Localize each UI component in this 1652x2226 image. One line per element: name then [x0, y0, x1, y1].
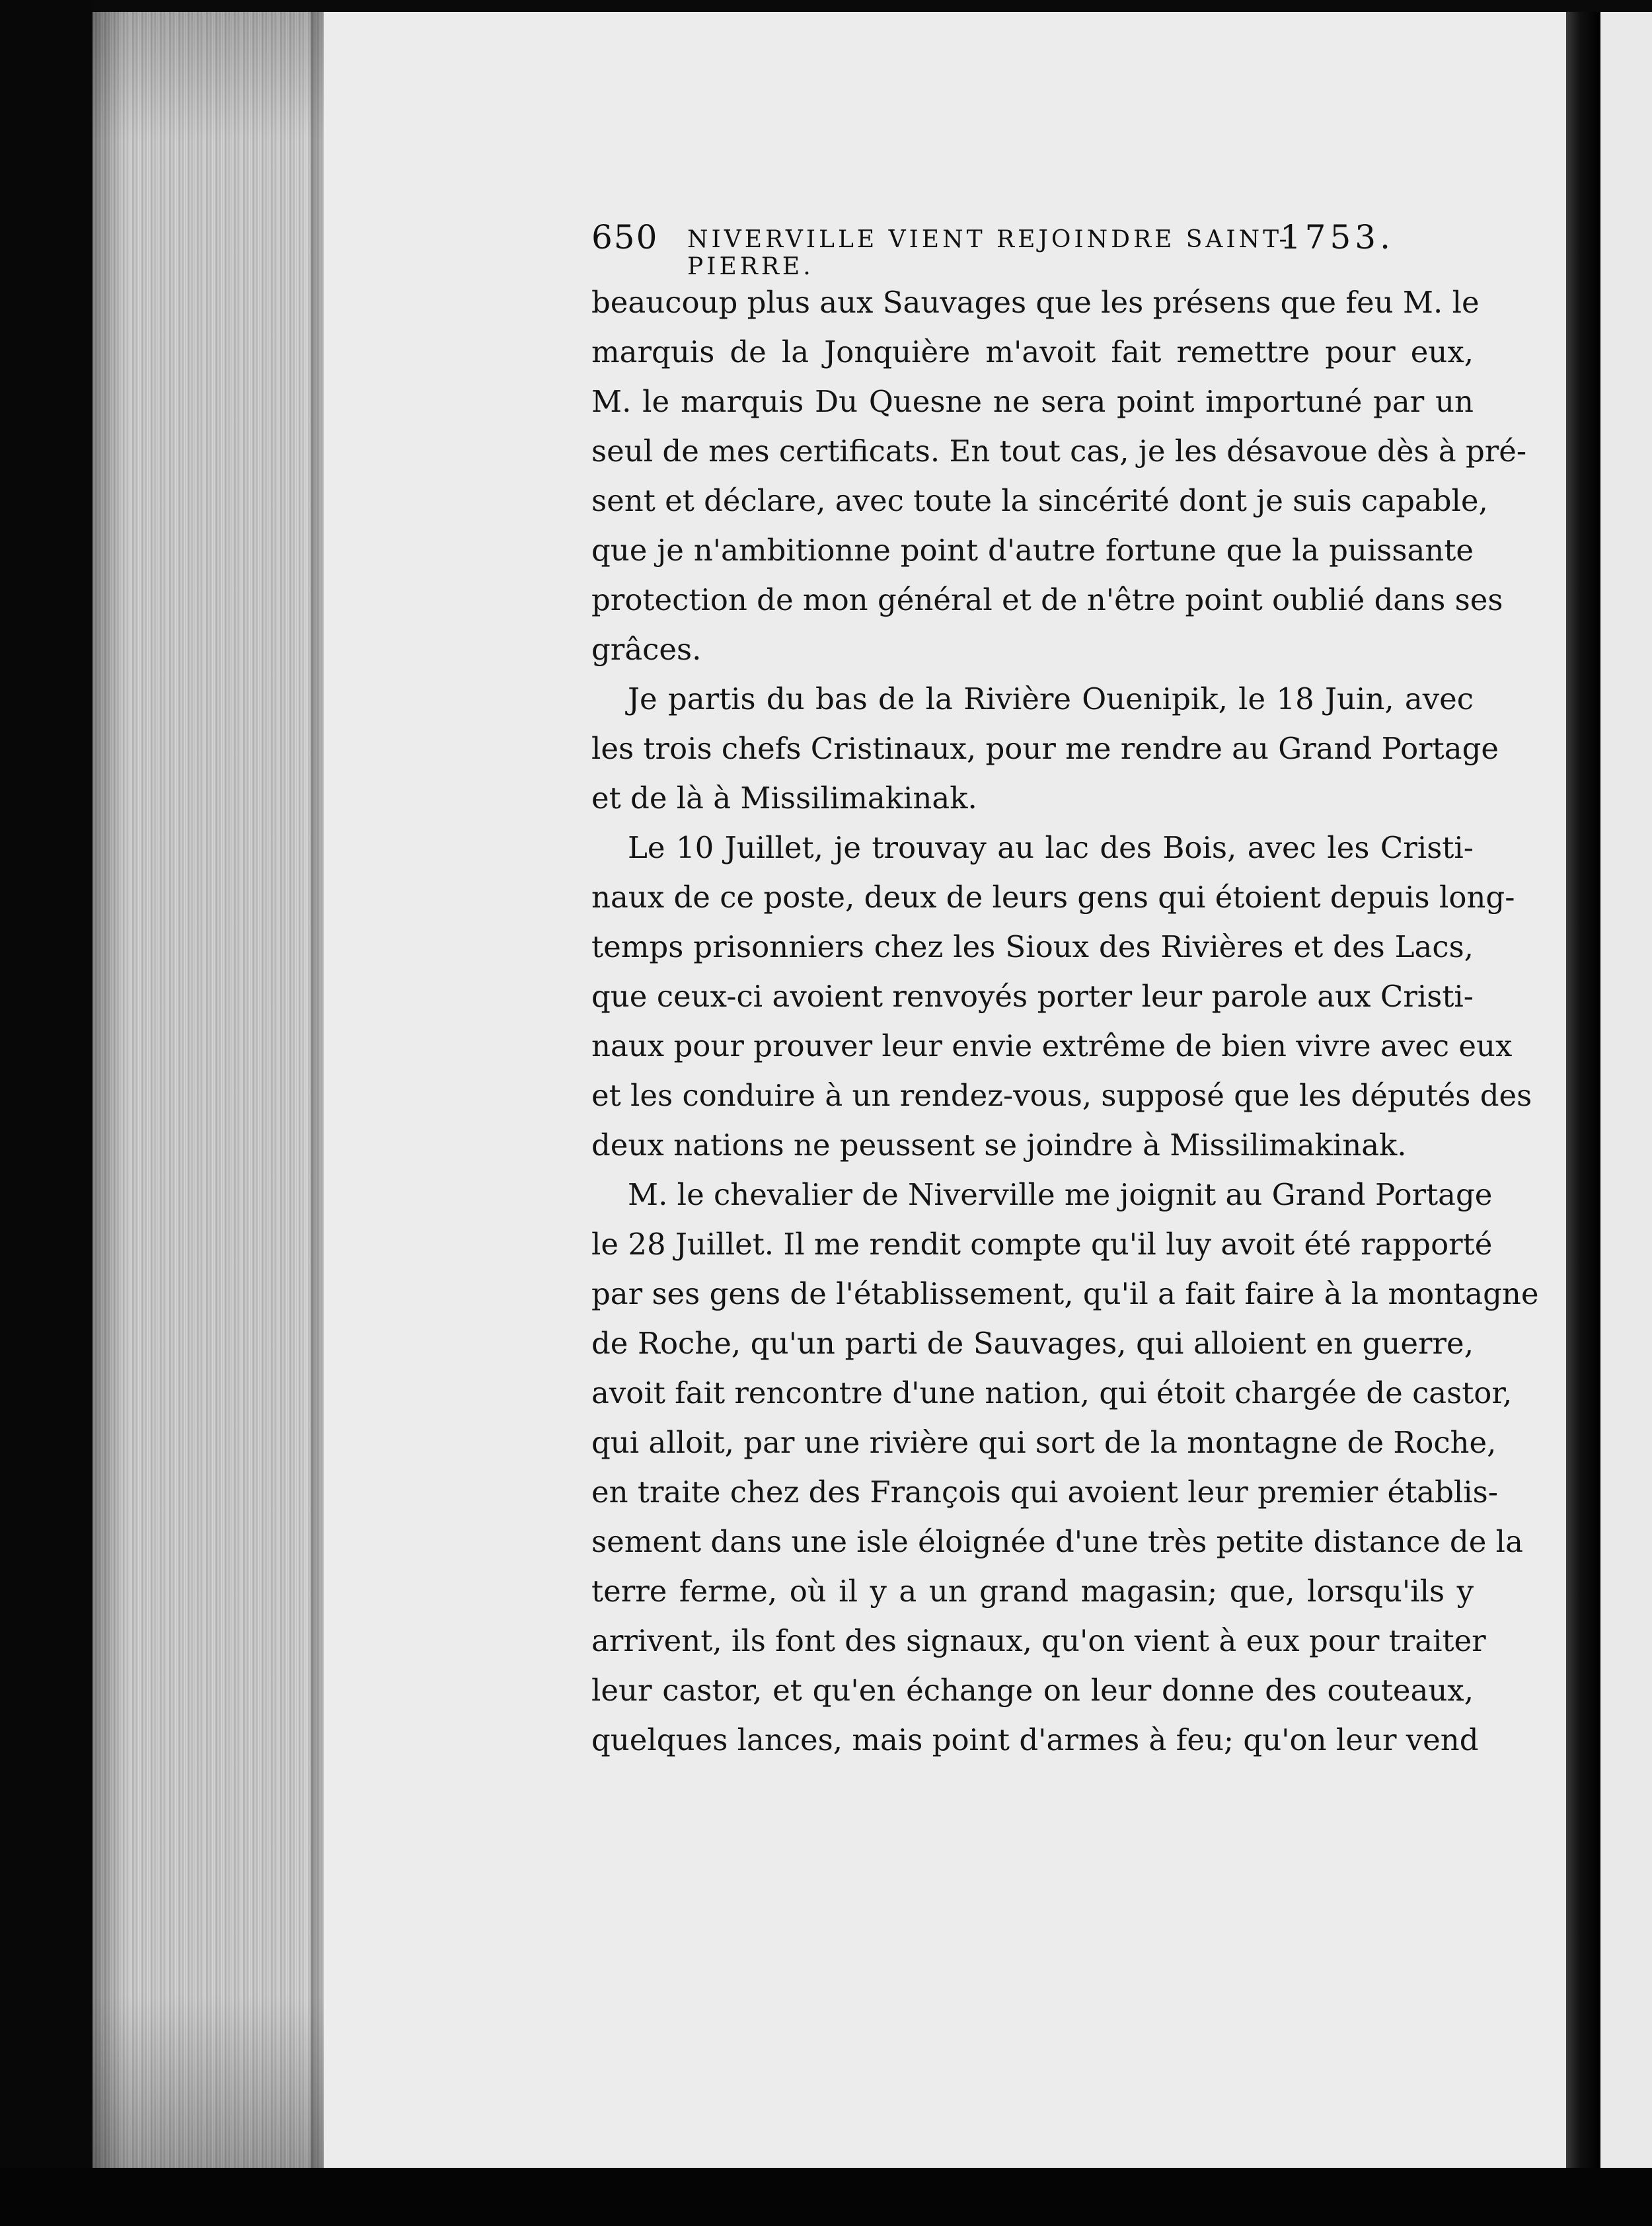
- scan-border-bottom: [0, 2168, 1652, 2226]
- text-line: et de là à Missilimakinak.: [591, 781, 977, 816]
- scan-border-top: [0, 0, 1652, 12]
- text-line: terre ferme, où il y a un grand magasin; que, lorsqu'ils y: [591, 1574, 1474, 1609]
- text-line: deux nations ne peussent se joindre à Missilimakinak.: [591, 1128, 1407, 1163]
- text-line: en traite chez des François qui avoient leur premier établis-: [591, 1475, 1498, 1510]
- text-line: naux de ce poste, deux de leurs gens qui étoient depuis long-: [591, 880, 1515, 915]
- text-line: sent et déclare, avec toute la sincérité dont je suis capable,: [591, 483, 1488, 518]
- paragraph-start-line: Le 10 Juillet, je trouvay au lac des Bois, avec les Cristi-: [628, 830, 1474, 865]
- adjacent-page-sliver: [1600, 12, 1652, 2168]
- text-line: de Roche, qu'un parti de Sauvages, qui alloient en guerre,: [591, 1326, 1474, 1361]
- text-line: et les conduire à un rendez-vous, supposé que les députés des: [591, 1078, 1532, 1113]
- text-line: naux pour prouver leur envie extrême de bien vivre avec eux: [591, 1028, 1513, 1063]
- scan-border-left: [0, 0, 93, 2226]
- text-line: quelques lances, mais point d'armes à feu; qu'on leur vend: [591, 1722, 1479, 1757]
- right-page-edge: [1566, 12, 1600, 2168]
- running-title: NIVERVILLE VIENT REJOINDRE SAINT-PIERRE.: [687, 226, 1291, 280]
- paragraph-start-line: M. le chevalier de Niverville me joignit au Grand Portage: [628, 1177, 1493, 1212]
- text-line: grâces.: [591, 632, 702, 667]
- book-page-edges: [93, 12, 324, 2168]
- text-line: sement dans une isle éloignée d'une très petite distance de la: [591, 1524, 1523, 1559]
- text-line: le 28 Juillet. Il me rendit compte qu'il luy avoit été rapporté: [591, 1227, 1493, 1262]
- text-line: par ses gens de l'établissement, qu'il a fait faire à la montagne: [591, 1276, 1539, 1311]
- body-text: [591, 278, 1539, 1765]
- text-line: M. le marquis Du Quesne ne sera point importuné par un: [591, 384, 1474, 419]
- text-line: qui alloit, par une rivière qui sort de la montagne de Roche,: [591, 1425, 1497, 1460]
- text-line: temps prisonniers chez les Sioux des Rivières et des Lacs,: [591, 929, 1474, 964]
- text-line: que ceux-ci avoient renvoyés porter leur parole aux Cristi-: [591, 979, 1474, 1014]
- text-line: beaucoup plus aux Sauvages que les présens que feu M. le: [591, 285, 1480, 320]
- text-line: protection de mon général et de n'être point oublié dans ses: [591, 582, 1503, 617]
- text-line: seul de mes certificats. En tout cas, je les désavoue dès à pré-: [591, 434, 1527, 469]
- running-header: [591, 218, 1394, 280]
- text-line: avoit fait rencontre d'une nation, qui étoit chargée de castor,: [591, 1375, 1513, 1410]
- text-line: les trois chefs Cristinaux, pour me rendre au Grand Portage: [591, 731, 1499, 766]
- page-number: 650: [591, 218, 659, 256]
- running-year: 1753.: [1279, 218, 1394, 256]
- paragraph-start-line: Je partis du bas de la Rivière Ouenipik, le 18 Juin, avec: [628, 681, 1474, 716]
- text-line: arrivent, ils font des signaux, qu'on vient à eux pour traiter: [591, 1623, 1486, 1658]
- text-line: leur castor, et qu'en échange on leur donne des couteaux,: [591, 1673, 1474, 1708]
- text-line: marquis de la Jonquière m'avoit fait remettre pour eux,: [591, 334, 1474, 369]
- text-line: que je n'ambitionne point d'autre fortune que la puissante: [591, 533, 1474, 568]
